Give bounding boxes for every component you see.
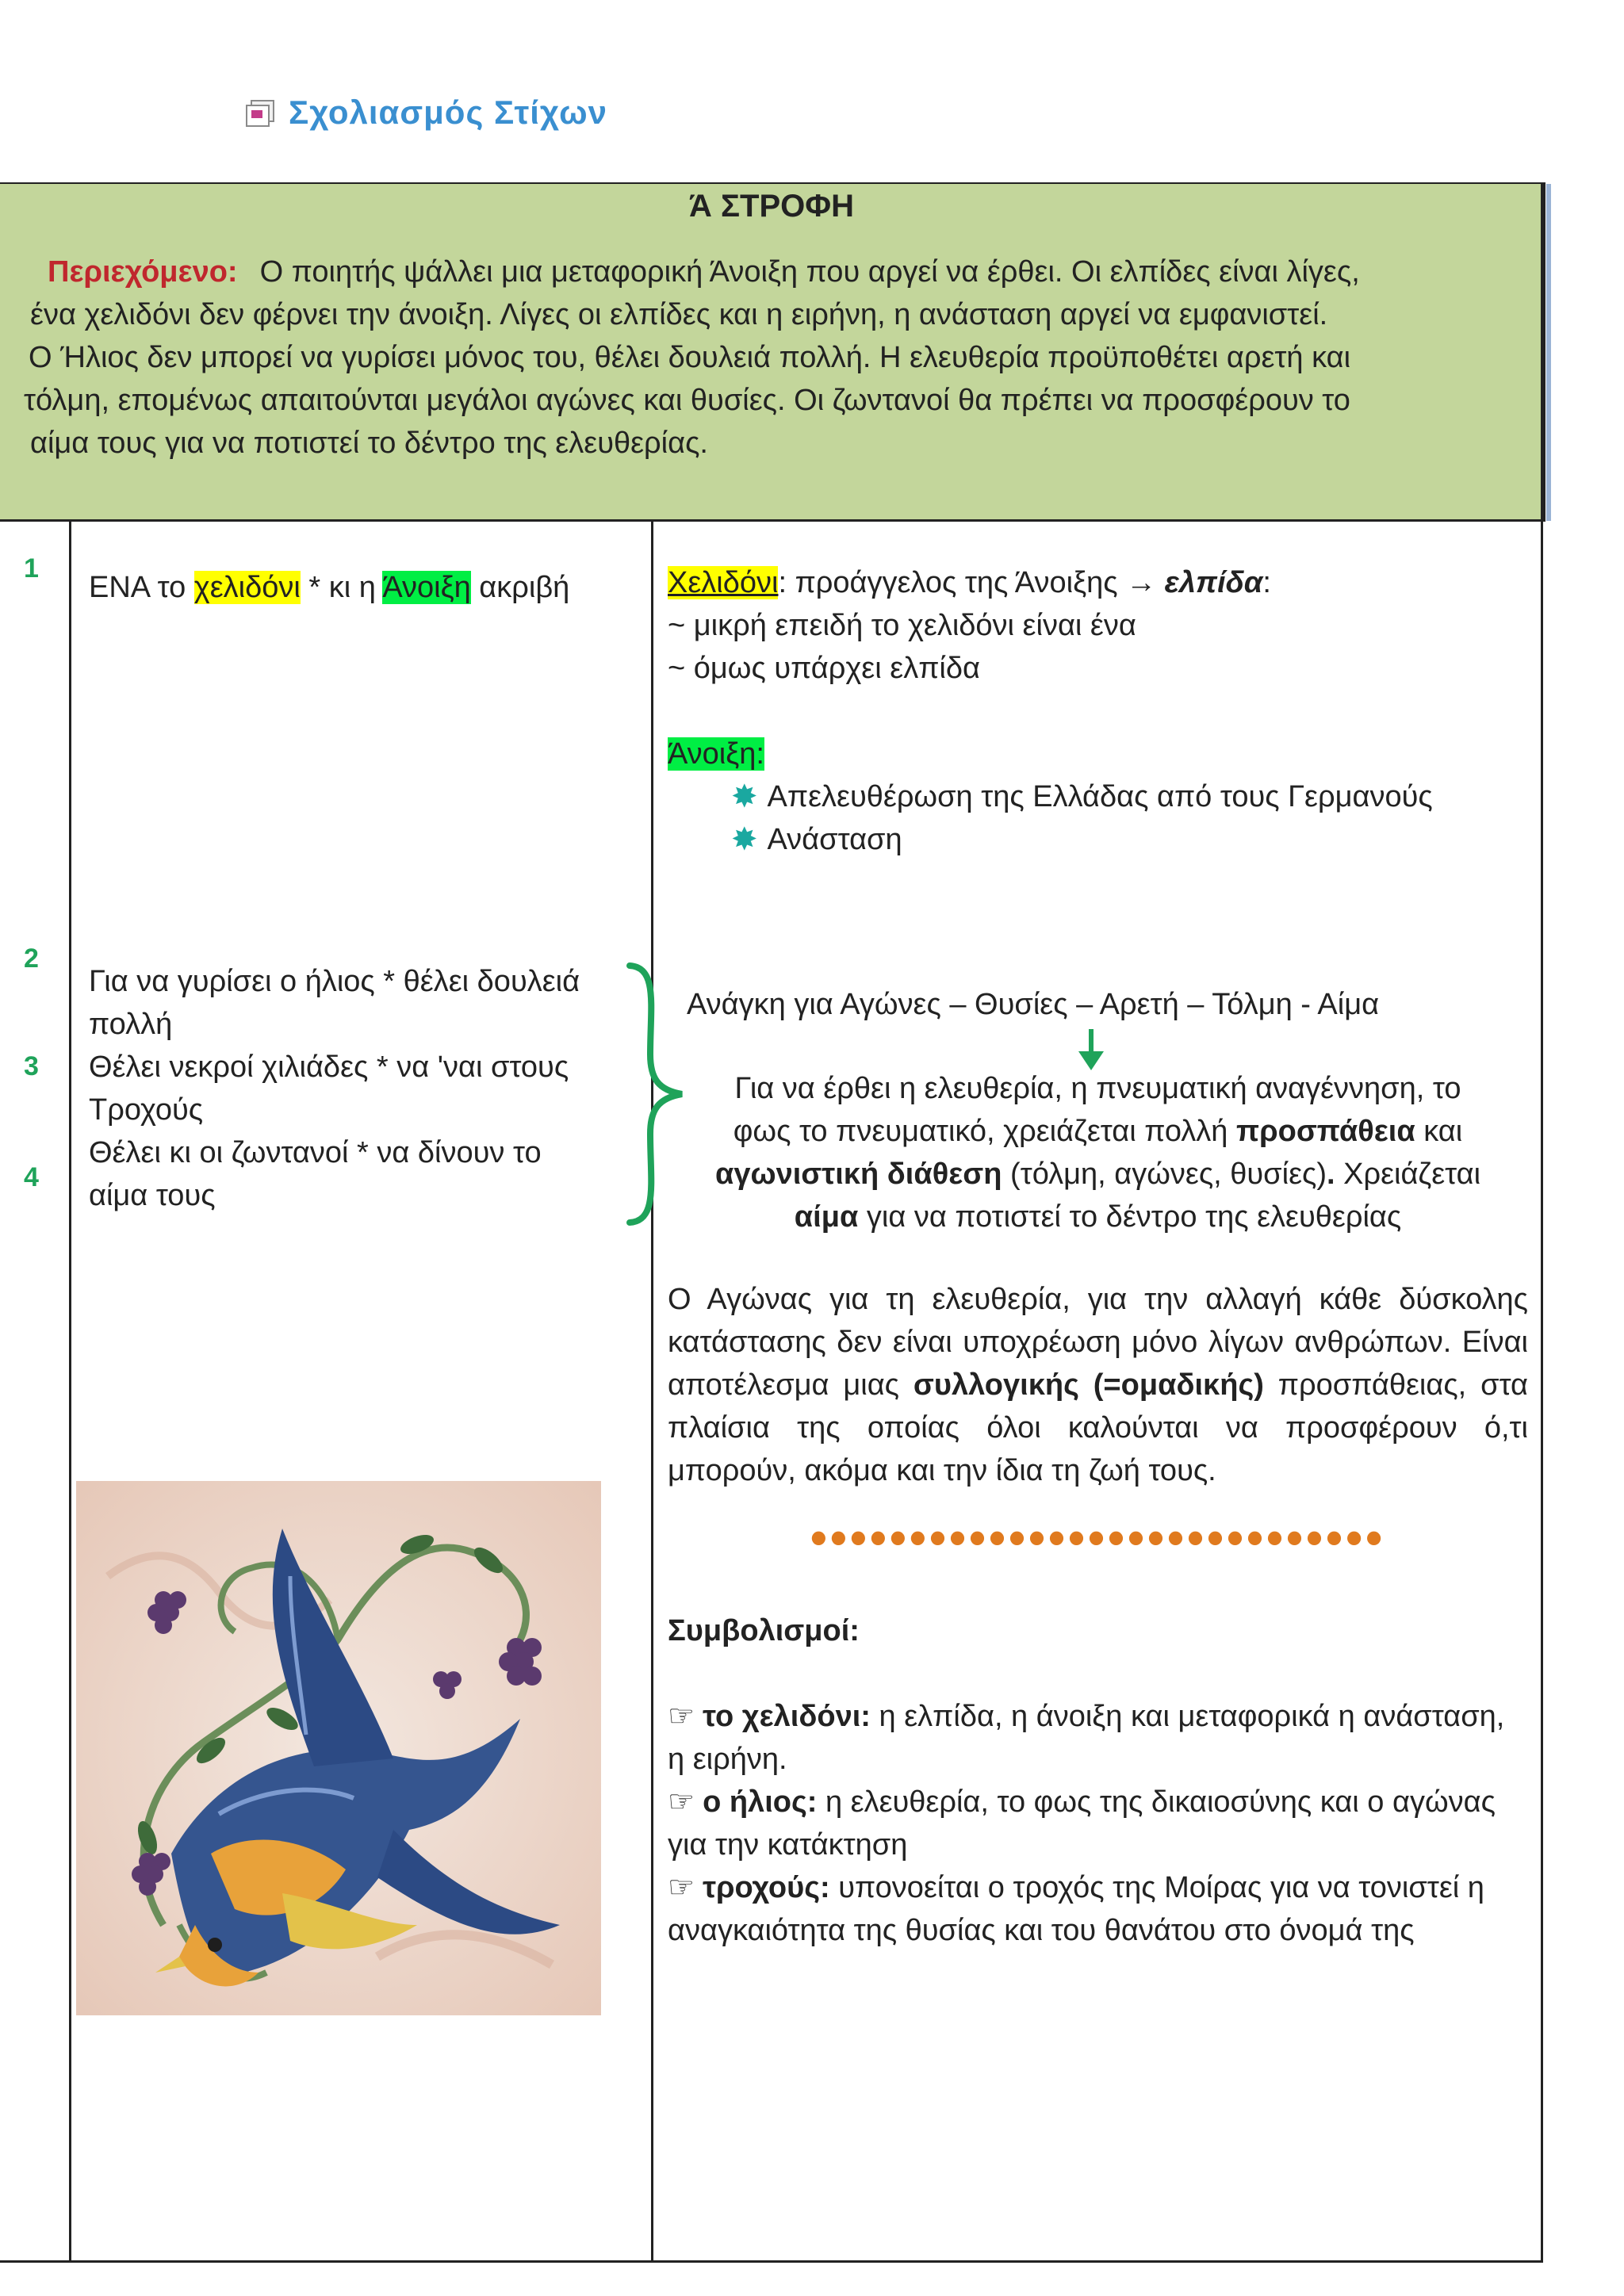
arrow-down-icon xyxy=(1075,1029,1107,1072)
content-line-4: τόλμη, επομένως απαιτούνται μεγάλοι αγώνες και θυσίες. Οι ζωντανοί θα πρέπει να προσφέρουν το xyxy=(24,384,1350,417)
symbols-section xyxy=(668,1609,1528,1952)
struggle-paragraph: Ο Αγώνας για τη ελευθερία, για την αλλαγή κάθε δύσκολης κατάστασης δεν είναι υποχρέωση μόνο λίγων ανθρώπων. Είναι αποτέλεσμα μιας συλλογικής (=ομαδικής) προσπάθειας, στα πλαίσια της οποίας όλοι καλούνται να προσφέρουν ό,τι μπορούν, ακόμα και την ίδια τη ζωή τους. xyxy=(668,1283,1529,1487)
strophe-header xyxy=(0,182,1545,521)
symbols-heading: Συμβολισμοί: xyxy=(668,1614,860,1647)
table-divider xyxy=(0,519,1545,522)
verse-number-3: 3 xyxy=(24,1051,39,1081)
verses-2-4: Για να γυρίσει ο ήλιος * θέλει δουλειά πολλή Θέλει νεκροί χιλιάδες * να 'ναι στους Τροχούς Θέλει κι οι ζωντανοί * να δίνουν το αίμα τους xyxy=(89,965,580,1212)
symbol-item: ☞ ο ήλιος: η ελευθερία, το φως της δικαιοσύνης και ο αγώνας για την κατάκτηση xyxy=(668,1785,1496,1862)
freedom-paragraph: Για να έρθει η ελευθερία, η πνευματική αναγέννηση, το φως το πνευματικό, χρειάζεται πολλή προσπάθεια και αγωνιστική διάθεση (τόλμη, αγώνες, θυσίες). Χρειάζεται αίμα για να ποτιστεί το δέντρο της ελευθερίας xyxy=(714,1072,1481,1234)
highlight-spring: Άνοιξη xyxy=(382,571,471,604)
table-column-line xyxy=(1541,182,1543,2262)
swallow-illustration xyxy=(76,1481,601,2015)
table-column-line xyxy=(651,519,653,2262)
content-label: Περιεχόμενο: xyxy=(48,255,238,289)
strophe-title: Ά ΣΤΡΟΦΗ xyxy=(689,189,854,224)
verse-1: ΕΝΑ το χελιδόνι * κι η Άνοιξη ακριβή xyxy=(89,571,570,604)
verse-number-2: 2 xyxy=(24,943,39,974)
table-bottom-line xyxy=(0,2260,1543,2263)
pointing-hand-icon: ☞ xyxy=(668,1785,695,1819)
dotted-separator: ••••••••••••••••••••••••••••• xyxy=(810,1511,1386,1564)
pointing-hand-icon: ☞ xyxy=(668,1871,695,1904)
star-bullet-icon: ✸ xyxy=(731,779,758,814)
verse-number-4: 4 xyxy=(24,1162,39,1192)
content-summary xyxy=(24,251,1529,465)
document-icon xyxy=(246,98,274,127)
list-item: ✸ Απελευθέρωση της Ελλάδας από τους Γερμανούς xyxy=(731,775,1528,818)
star-bullet-icon: ✸ xyxy=(731,822,758,857)
content-line-3: Ο Ήλιος δεν μπορεί να γυρίσει μόνος του, θέλει δουλειά πολλή. Η ελευθερία προϋποθέτει αρετή και xyxy=(29,341,1351,374)
content-line-2: ένα χελιδόνι δεν φέρνει την άνοιξη. Λίγες οι ελπίδες και η ειρήνη, η ανάσταση αργεί να εμφανιστεί. xyxy=(30,298,1328,331)
swallow-term: Χελιδόνι xyxy=(668,566,779,599)
symbol-item: ☞ το χελιδόνι: η ελπίδα, η άνοιξη και μεταφορικά η ανάσταση, η ειρήνη. xyxy=(668,1700,1505,1776)
verse-number-1: 1 xyxy=(24,553,39,584)
symbol-item: ☞ τροχούς: υπονοείται ο τροχός της Μοίρας για να τονιστεί η αναγκαιότητα της θυσίας και του θανάτου στο όνομά της xyxy=(668,1871,1484,1947)
swallow-comment: Χελιδόνι: προάγγελος της Άνοιξης → ελπίδα: ~ μικρή επειδή το χελιδόνι είναι ένα ~ όμως υπάρχει ελπίδα Άνοιξη: ✸ Απελευθέρωση της Ελλάδας από τους Γερμανούς ✸ Ανάσταση xyxy=(668,561,1528,861)
content-line-1: Ο ποιητής ψάλλει μια μεταφορική Άνοιξη που αργεί να έρθει. Οι ελπίδες είναι λίγες, xyxy=(259,255,1360,289)
arrow-right-icon: → xyxy=(1126,566,1157,599)
spring-term: Άνοιξη: xyxy=(668,737,764,771)
pointing-hand-icon: ☞ xyxy=(668,1700,695,1733)
section-title-text: Σχολιασμός Στίχων xyxy=(289,94,607,131)
highlight-swallow: χελιδόνι xyxy=(193,571,301,604)
table-column-line xyxy=(69,519,71,2262)
list-item: ✸ Ανάσταση xyxy=(731,818,1528,861)
need-line: Ανάγκη για Αγώνες – Θυσίες – Αρετή – Τόλμη - Αίμα xyxy=(687,988,1380,1021)
section-title xyxy=(246,94,607,132)
content-line-5: αίμα τους για να ποτιστεί το δέντρο της ελευθερίας. xyxy=(30,427,708,460)
